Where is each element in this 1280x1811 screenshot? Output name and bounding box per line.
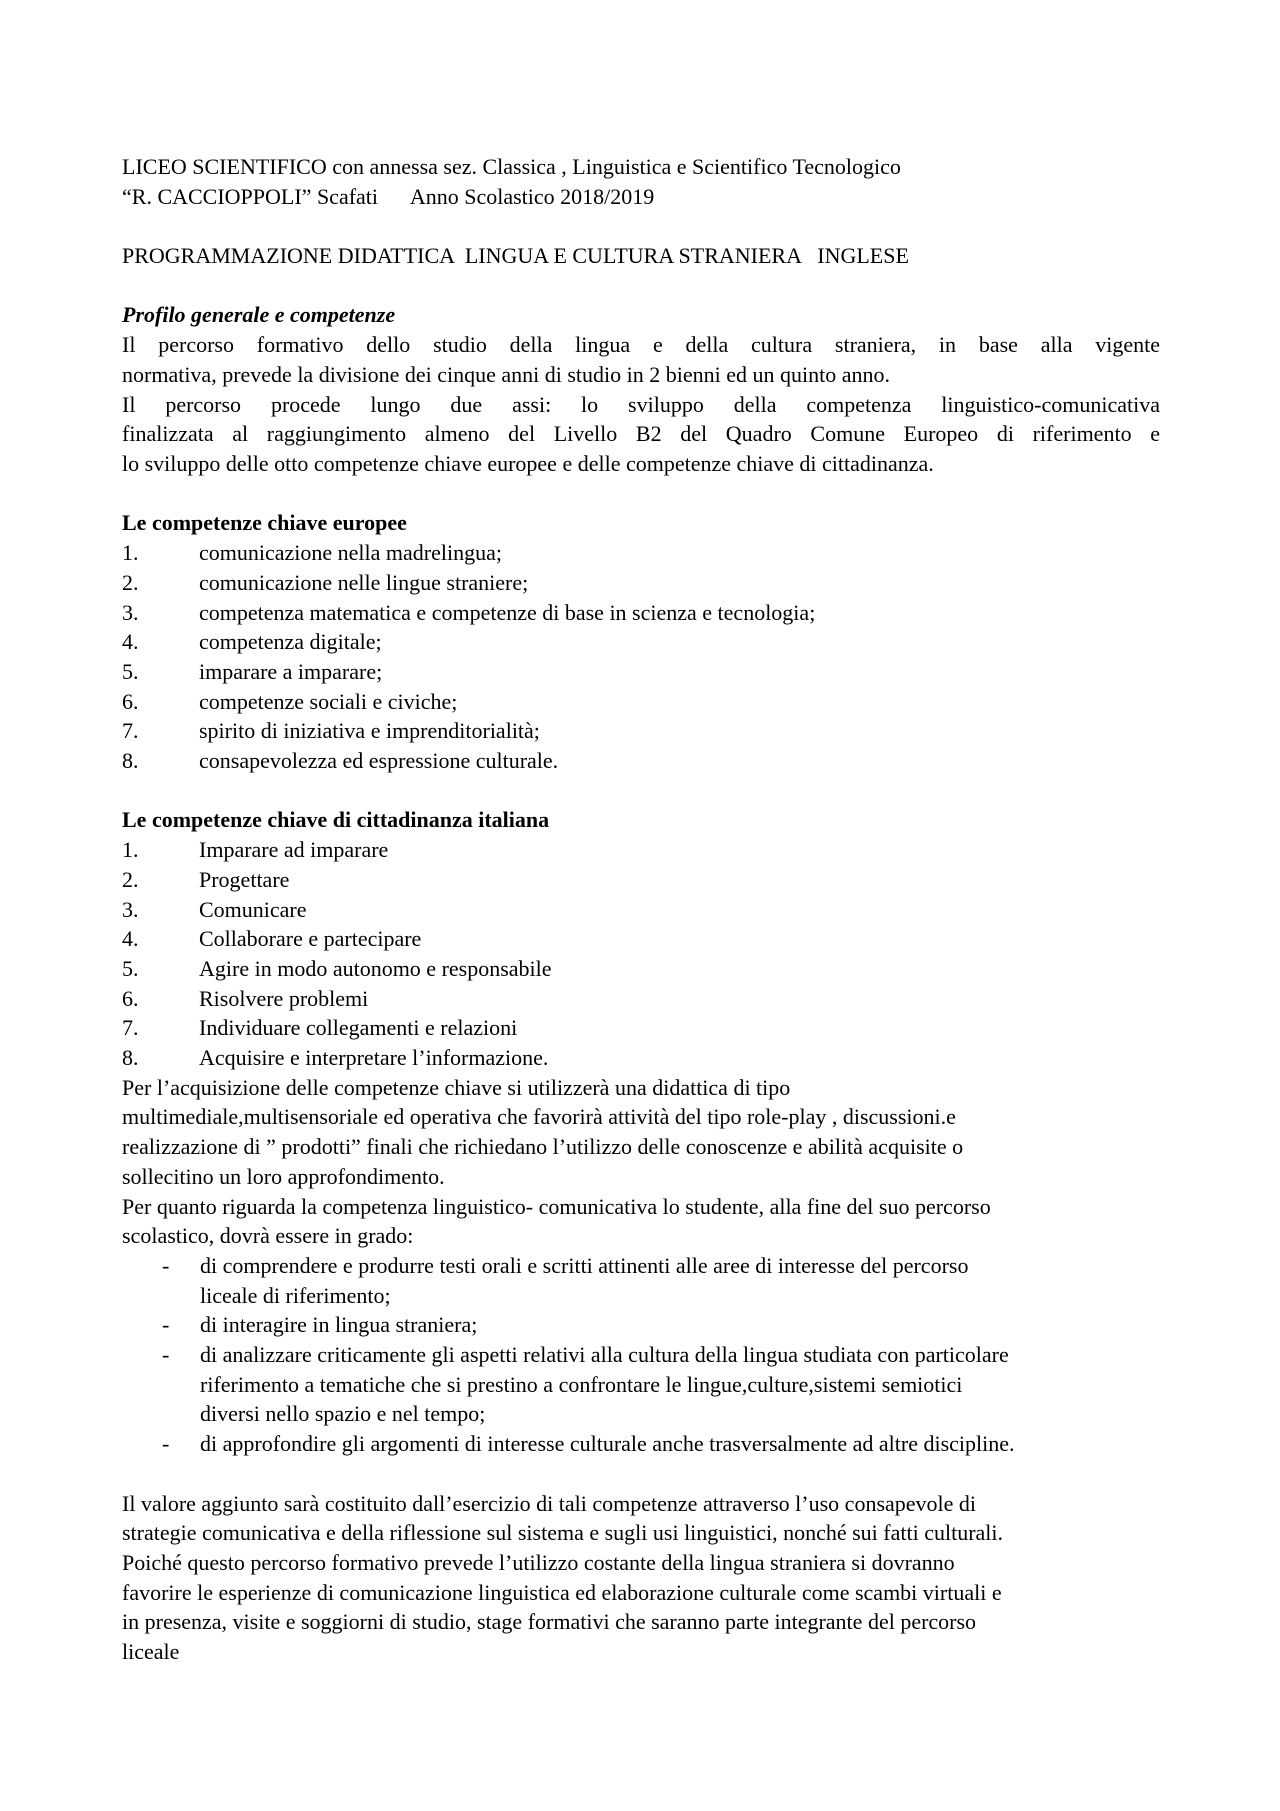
item-text: imparare a imparare;: [199, 658, 383, 684]
profile-line: Il percorso procede lungo due assi: lo sviluppo della competenza linguistico-comunicativa: [122, 391, 1160, 417]
european-list-item: [122, 598, 1160, 628]
item-text: competenza matematica e competenze di base in scienza e tecnologia;: [199, 599, 816, 625]
header-line-1: LICEO SCIENTIFICO con annessa sez. Classica , Linguistica e Scientifico Tecnologico: [122, 154, 901, 179]
item-text: Risolvere problemi: [199, 985, 369, 1011]
spacer: [122, 271, 1160, 301]
european-list-item: [122, 568, 1160, 598]
item-text: Progettare: [199, 866, 290, 892]
dash-bullet: -: [162, 1312, 170, 1338]
european-list-item: [122, 627, 1160, 657]
item-number: 5.: [122, 658, 139, 684]
document-page: [122, 152, 1160, 1667]
profile-heading: Profilo generale e competenze: [122, 302, 396, 328]
objective-line: di analizzare criticamente gli aspetti relativi alla cultura della lingua studiata con particolare: [200, 1342, 1009, 1368]
objective-line: riferimento a tematiche che si prestino a confrontare le lingue,culture,sistemi semiotici: [200, 1371, 963, 1397]
dash-bullet: -: [162, 1342, 170, 1368]
european-list-item: [122, 538, 1160, 568]
objective-text: [200, 1340, 1160, 1429]
item-number: 7.: [122, 718, 139, 744]
item-number: 3.: [122, 599, 139, 625]
objective-text: [200, 1429, 1160, 1459]
objective-item: [122, 1429, 1160, 1459]
item-text: Individuare collegamenti e relazioni: [199, 1015, 518, 1041]
item-text: Imparare ad imparare: [199, 837, 389, 863]
objective-item: [122, 1310, 1160, 1340]
objective-line: diversi nello spazio e nel tempo;: [200, 1401, 486, 1427]
european-list-item: [122, 746, 1160, 776]
objective-text: [200, 1251, 1160, 1310]
citizenship-list-item: [122, 895, 1160, 925]
item-text: competenza digitale;: [199, 629, 382, 655]
item-text: comunicazione nelle lingue straniere;: [199, 569, 529, 595]
conclusion-line: favorire le esperienze di comunicazione linguistica ed elaborazione culturale come scambi virtuali e: [122, 1579, 1002, 1605]
european-list-item: [122, 657, 1160, 687]
profile-line: Il percorso formativo dello studio della lingua e della cultura straniera, in base alla vigente: [122, 332, 1160, 358]
spacer: [122, 211, 1160, 241]
european-competences-heading: Le competenze chiave europee: [122, 510, 407, 536]
objective-line: di approfondire gli argomenti di interesse culturale anche trasversalmente ad altre discipline.: [200, 1431, 1015, 1457]
item-number: 5.: [122, 955, 139, 981]
citizenship-list-item: [122, 954, 1160, 984]
item-number: 4.: [122, 926, 139, 952]
item-number: 1.: [122, 540, 139, 566]
european-list-item: [122, 687, 1160, 717]
citizenship-list-item: [122, 1043, 1160, 1073]
item-number: 1.: [122, 837, 139, 863]
item-number: 8.: [122, 748, 139, 774]
methodology-line: Per l’acquisizione delle competenze chiave si utilizzerà una didattica di tipo: [122, 1074, 791, 1100]
item-text: consapevolezza ed espressione culturale.: [199, 748, 559, 774]
objective-line: di interagire in lingua straniera;: [200, 1312, 478, 1338]
objective-text: [200, 1310, 1160, 1340]
item-text: comunicazione nella madrelingua;: [199, 540, 502, 566]
methodology-line: multimediale,multisensoriale ed operativa che favorirà attività del tipo role-play , discussioni.e: [122, 1104, 956, 1130]
objective-item: [122, 1340, 1160, 1429]
spacer: [122, 776, 1160, 806]
dash-bullet: -: [162, 1252, 170, 1278]
item-text: Collaborare e partecipare: [199, 926, 422, 952]
item-text: Acquisire e interpretare l’informazione.: [199, 1045, 549, 1071]
methodology-line: sollecitino un loro approfondimento.: [122, 1163, 445, 1189]
methodology-line: Per quanto riguarda la competenza linguistico- comunicativa lo studente, alla fine del suo percorso: [122, 1193, 991, 1219]
item-text: competenze sociali e civiche;: [199, 688, 458, 714]
document-title: PROGRAMMAZIONE DIDATTICA LINGUA E CULTURA STRANIERA INGLESE: [122, 243, 909, 269]
citizenship-list-item: [122, 865, 1160, 895]
objective-item: [122, 1251, 1160, 1310]
item-text: Comunicare: [199, 896, 307, 922]
item-number: 8.: [122, 1045, 139, 1071]
conclusion-line: liceale: [122, 1639, 180, 1665]
profile-line: lo sviluppo delle otto competenze chiave europee e delle competenze chiave di cittadinanza.: [122, 451, 934, 476]
item-text: Agire in modo autonomo e responsabile: [199, 955, 552, 981]
spacer: [122, 1459, 1160, 1489]
methodology-line: scolastico, dovrà essere in grado:: [122, 1223, 414, 1249]
header-line-2: “R. CACCIOPPOLI” Scafati Anno Scolastico 2018/2019: [122, 183, 655, 209]
citizenship-list-item: [122, 1013, 1160, 1043]
european-list-item: [122, 716, 1160, 746]
citizenship-list-item: [122, 984, 1160, 1014]
objective-line: di comprendere e produrre testi orali e scritti attinenti alle aree di interesse del percorso: [200, 1252, 969, 1278]
item-number: 2.: [122, 866, 139, 892]
citizenship-list-item: [122, 835, 1160, 865]
item-number: 6.: [122, 985, 139, 1011]
conclusion-line: Poiché questo percorso formativo prevede l’utilizzo costante della lingua straniera si dovranno: [122, 1549, 955, 1575]
profile-line: finalizzata al raggiungimento almeno del Livello B2 del Quadro Comune Europeo di riferimento e: [122, 421, 1160, 447]
item-number: 7.: [122, 1015, 139, 1041]
objective-line: liceale di riferimento;: [200, 1282, 391, 1308]
conclusion-line: in presenza, visite e soggiorni di studio, stage formativi che saranno parte integrante del percorso: [122, 1609, 977, 1635]
item-number: 2.: [122, 569, 139, 595]
profile-line: normativa, prevede la divisione dei cinque anni di studio in 2 bienni ed un quinto anno.: [122, 361, 891, 387]
citizenship-list-item: [122, 924, 1160, 954]
item-number: 6.: [122, 688, 139, 714]
conclusion-line: strategie comunicativa e della riflessione sul sistema e sugli usi linguistici, nonché sui fatti culturali.: [122, 1520, 1004, 1546]
item-number: 4.: [122, 629, 139, 655]
spacer: [122, 479, 1160, 509]
item-number: 3.: [122, 896, 139, 922]
item-text: spirito di iniziativa e imprenditorialità;: [199, 718, 540, 744]
methodology-line: realizzazione di ” prodotti” finali che richiedano l’utilizzo delle conoscenze e abilità acquisite o: [122, 1134, 964, 1160]
conclusion-line: Il valore aggiunto sarà costituito dall’esercizio di tali competenze attraverso l’uso consapevole di: [122, 1490, 977, 1516]
citizenship-competences-heading: Le competenze chiave di cittadinanza italiana: [122, 807, 550, 833]
dash-bullet: -: [162, 1431, 170, 1457]
